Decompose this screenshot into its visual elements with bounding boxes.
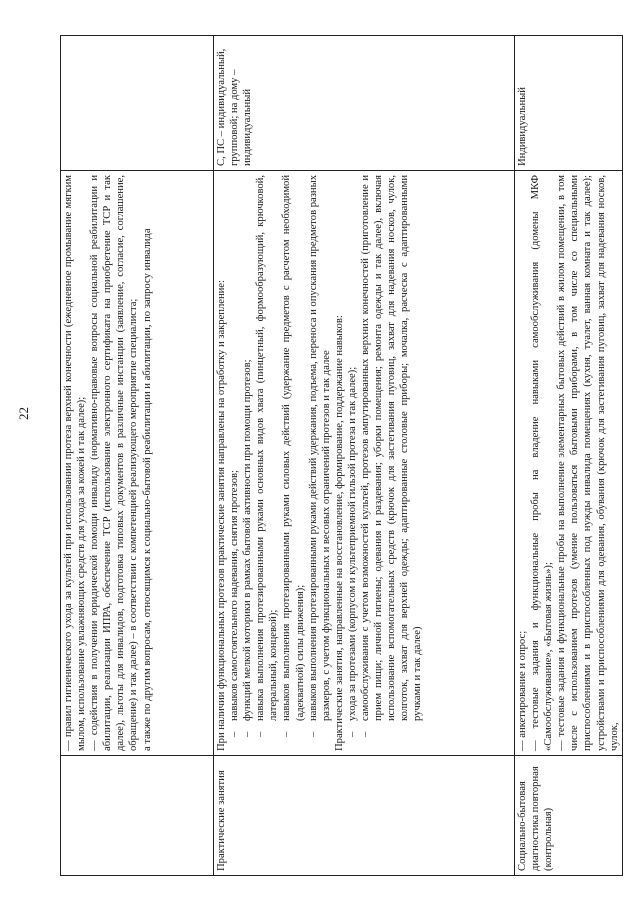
cell-activity — [61, 756, 214, 876]
list-item: – навыка выполнения протезированными руками основных видов хвата (пинцетный, формообразующий, крючковой, латеральный, концевой); — [254, 175, 280, 737]
dash-list — [228, 175, 333, 751]
cell-form — [61, 36, 214, 171]
paragraph: а также по другим вопросам, относящимся к социально-бытовой реабилитации и абилитации, по запросу инвалида — [141, 228, 153, 751]
rotated-page — [60, 36, 620, 876]
paragraph: — правил гигиенического ухода за культей при использовании протеза верхней конечности (ежедневное промывание мягким мылом, использование увлажняющих средств для ухода за кожей и так далее); — [63, 175, 88, 751]
list-item: – навыков самостоятельного надевания, снятия протезов; — [228, 175, 241, 737]
cell-form: Индивидуальный — [515, 36, 623, 171]
paragraph: При наличии функциональных протезов практические занятия направлены на отработку и закрепление: — [216, 280, 227, 751]
page-number: 22 — [16, 407, 31, 420]
list-item: – самообслуживания с учетом возможностей культей, протезов ампутированных верхних конечностей (приготовление и прием пищи; личной гигиены; одевания и раздевания; уборки помещения; ремонта одежды и так далее), включая использование вспомогательных средств (крючок для застегивания пуговиц, захват для надевания носков, чулок, колготок, захват для верхней одежды; адаптированные столовые приборы; мочалка, расческа с адаптированными ручками и так далее) — [359, 175, 424, 737]
table-row — [61, 36, 214, 876]
cell-activity: Социально-бытовая диагностика повторная (контрольная) — [515, 756, 623, 876]
cell-content — [61, 171, 214, 756]
paragraph: Практические занятия, направленные на восстановление, формирование, поддержание навыков: — [333, 315, 345, 751]
cell-form: С, ПС – индивидуальный, групповой; на дому – индивидуальный — [214, 36, 515, 171]
list-item: – функций мелкой моторики в рамках бытовой активности при помощи протезов; — [241, 175, 254, 737]
table-row — [214, 36, 515, 876]
table-row — [515, 36, 623, 876]
dash-list — [346, 175, 425, 751]
list-item: – навыков выполнения протезированными руками силовых действий (удержание предметов с расчетом необходимой (адекватной) силы движения); — [280, 175, 306, 737]
paragraph: — содействия в получении юридической помощи инвалиду (нормативно-правовые вопросы социальной реабилитации и абилитации, реализации ИПРА, обеспечение ТСР (использование электронного сертификата на приобретение ТСР и так далее), льготы для инвалидов, подготовка типовых документов в различные инстанции (заявление, согласие, соглашение, обращение) и так далее) – в соответствии с компетенцией реализующего мероприятие специалиста; — [89, 175, 140, 751]
cell-content — [214, 171, 515, 756]
paragraph: — анкетирование и опрос; — [517, 630, 528, 751]
list-item: – навыков выполнения протезированными руками действий удержания, подъема, переноса и опускания предметов разных размеров, с учетом функциональных и весовых ограничений протезов и так далее — [307, 175, 333, 737]
paragraph: — тестовые задания и функциональные пробы на выполнение элементарных бытовых действий в жилом помещении, в том числе с использованием протезов (умение пользоваться бытовыми приборами, в том числе со специальными приспособлениями и в приспособленных под нужды инвалида помещениях (кухня, туалет, ванная комната и так далее); устройствами и приспособлениями для одевания, обувания (крючок для застегивания пуговиц, захват для надевания носков, чулок, — [556, 175, 620, 751]
cell-content — [515, 171, 623, 756]
rehabilitation-table — [60, 35, 623, 876]
cell-activity: Практические занятия — [214, 756, 515, 876]
list-item: – ухода за протезами (корпусом и культеприемной гильзой протеза и так далее); — [346, 175, 359, 737]
paragraph: — тестовые задания и функциональные пробы на владение навыками самообслуживания (домены МКФ «Самообслуживание», «Бытовая жизнь»); — [530, 175, 555, 751]
